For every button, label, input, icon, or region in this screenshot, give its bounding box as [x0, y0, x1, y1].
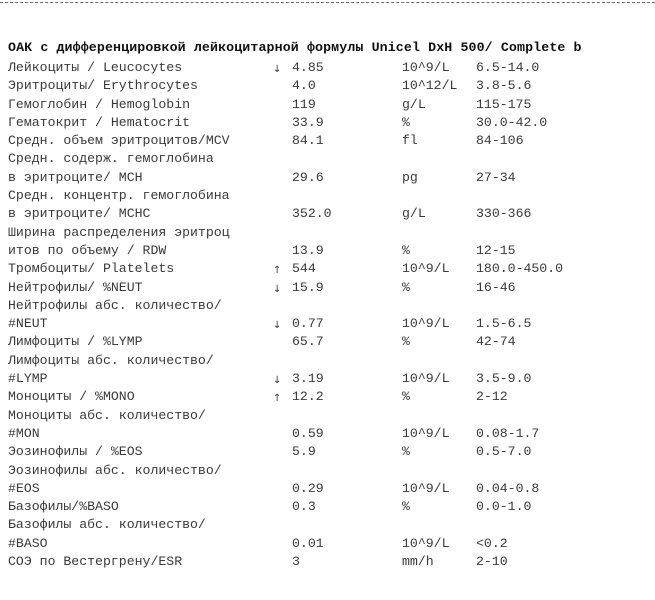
result-row [0, 297, 655, 315]
result-unit: fl [402, 133, 418, 149]
result-unit: pg [402, 169, 418, 185]
reference-range: 42-74 [476, 334, 516, 350]
reference-range: 2-10 [476, 554, 508, 570]
result-row [0, 224, 655, 242]
test-name: #EOS [8, 480, 40, 496]
result-unit: g/L [402, 206, 426, 222]
reference-range: 0.04-0.8 [476, 480, 540, 496]
reference-range: <0.2 [476, 535, 508, 551]
result-value: 29.6 [292, 169, 324, 185]
report-title: ОАК с дифференцировкой лейкоцитарной формулы Unicel DxH 500/ Complete b [8, 40, 582, 55]
test-name: #MON [8, 425, 40, 441]
reference-range: 115-175 [476, 96, 532, 112]
result-value: 0.77 [292, 316, 324, 332]
result-row [0, 169, 655, 187]
result-value: 3 [292, 554, 300, 570]
test-name: Эозинофилы абс. количество/ [8, 462, 222, 478]
result-value: 0.3 [292, 499, 316, 515]
result-row [0, 59, 655, 77]
test-name: Базофилы абс. количество/ [8, 517, 206, 533]
result-value: 15.9 [292, 279, 324, 295]
reference-range: 3.5-9.0 [476, 371, 532, 387]
result-unit: % [402, 279, 410, 295]
test-name: #BASO [8, 535, 48, 551]
flag-indicator: ↓ [273, 64, 282, 75]
result-unit: % [402, 114, 410, 130]
result-row [0, 443, 655, 461]
flag-indicator: ↓ [273, 320, 282, 332]
result-value: 65.7 [292, 334, 324, 350]
test-name: Лейкоциты / Leucocytes [8, 60, 183, 75]
result-unit: 10^12/L [402, 78, 458, 94]
test-name: в эритроците/ MCH [8, 169, 143, 185]
reference-range: 6.5-14.0 [476, 60, 540, 75]
test-name: Гематокрит / Hematocrit [8, 114, 191, 130]
reference-range: 27-34 [476, 169, 516, 185]
result-value: 0.59 [292, 425, 324, 441]
test-name: Средн. концентр. гемоглобина [8, 188, 230, 204]
test-name: Средн. содерж. гемоглобина [8, 151, 214, 167]
result-value: 119 [292, 96, 316, 112]
result-value: 352.0 [292, 206, 332, 222]
result-value: 544 [292, 261, 316, 277]
reference-range: 1.5-6.5 [476, 316, 532, 332]
test-name: #LYMP [8, 371, 48, 387]
result-value: 0.29 [292, 480, 324, 496]
result-row [0, 96, 655, 114]
reference-range: 12-15 [476, 242, 516, 258]
result-row [0, 114, 655, 132]
test-name: итов по объему / RDW [8, 242, 167, 258]
reference-range: 0.08-1.7 [476, 425, 540, 441]
result-unit: 10^9/L [402, 480, 450, 496]
result-row [0, 553, 655, 571]
result-row [0, 132, 655, 150]
result-row [0, 77, 655, 95]
result-unit: 10^9/L [402, 425, 450, 441]
result-unit: g/L [402, 96, 426, 112]
result-row [0, 388, 655, 406]
results-table [0, 59, 655, 571]
result-row [0, 462, 655, 480]
result-row [0, 187, 655, 205]
result-value: 5.9 [292, 444, 316, 460]
test-name: Эозинофилы / %EOS [8, 444, 143, 460]
test-name: Нейтрофилы/ %NEUT [8, 279, 143, 295]
result-row [0, 407, 655, 425]
reference-range: 2-12 [476, 389, 508, 405]
test-name: Лимфоциты абс. количество/ [8, 352, 214, 368]
result-value: 4.85 [292, 60, 324, 75]
result-unit: % [402, 444, 410, 460]
result-row [0, 205, 655, 223]
result-value: 33.9 [292, 114, 324, 130]
result-row [0, 315, 655, 333]
test-name: Ширина распределения эритроц [8, 224, 230, 240]
result-row [0, 535, 655, 553]
result-row [0, 370, 655, 388]
flag-indicator: ↓ [273, 283, 282, 295]
result-value: 3.19 [292, 371, 324, 387]
result-unit: 10^9/L [402, 261, 450, 277]
test-name: Гемоглобин / Hemoglobin [8, 96, 191, 112]
result-value: 4.0 [292, 78, 316, 94]
result-unit: 10^9/L [402, 371, 450, 387]
result-row [0, 480, 655, 498]
result-unit: 10^9/L [402, 316, 450, 332]
dashed-separator-line [0, 0, 655, 9]
reference-range: 330-366 [476, 206, 532, 222]
test-name: Базофилы/%BASO [8, 499, 119, 515]
test-name: Лимфоциты / %LYMP [8, 334, 143, 350]
flag-indicator: ↓ [273, 375, 282, 387]
result-value: 84.1 [292, 133, 324, 149]
reference-range: 0.0-1.0 [476, 499, 532, 515]
result-row [0, 150, 655, 168]
result-row [0, 352, 655, 370]
result-row [0, 333, 655, 351]
test-name: Моноциты абс. количество/ [8, 407, 206, 423]
result-row [0, 425, 655, 443]
result-row [0, 516, 655, 534]
test-name: Тромбоциты/ Platelets [8, 261, 175, 277]
test-name: в эритроците/ MCHC [8, 206, 151, 222]
reference-range: 84-106 [476, 133, 524, 149]
reference-range: 0.5-7.0 [476, 444, 532, 460]
flag-indicator: ↑ [273, 393, 282, 405]
test-name: Эритроциты/ Erythrocytes [8, 78, 198, 94]
result-unit: % [402, 389, 410, 405]
result-row [0, 242, 655, 260]
test-name: СОЭ по Вестергрену/ESR [8, 554, 183, 570]
reference-range: 30.0-42.0 [476, 114, 548, 130]
test-name: Моноциты / %MONO [8, 389, 135, 405]
result-unit: 10^9/L [402, 60, 450, 75]
result-value: 0.01 [292, 535, 324, 551]
test-name: #NEUT [8, 316, 48, 332]
test-name: Средн. объем эритроцитов/MCV [8, 133, 230, 149]
test-name: Нейтрофилы абс. количество/ [8, 297, 222, 313]
reference-range: 180.0-450.0 [476, 261, 564, 277]
result-unit: % [402, 334, 410, 350]
result-row [0, 498, 655, 516]
result-value: 12.2 [292, 389, 324, 405]
result-unit: % [402, 499, 410, 515]
reference-range: 3.8-5.6 [476, 78, 532, 94]
flag-indicator: ↑ [273, 265, 282, 277]
reference-range: 16-46 [476, 279, 516, 295]
result-row [0, 260, 655, 278]
result-unit: mm/h [402, 554, 434, 570]
result-value: 13.9 [292, 242, 324, 258]
result-unit: 10^9/L [402, 535, 450, 551]
result-unit: % [402, 242, 410, 258]
result-row [0, 279, 655, 297]
